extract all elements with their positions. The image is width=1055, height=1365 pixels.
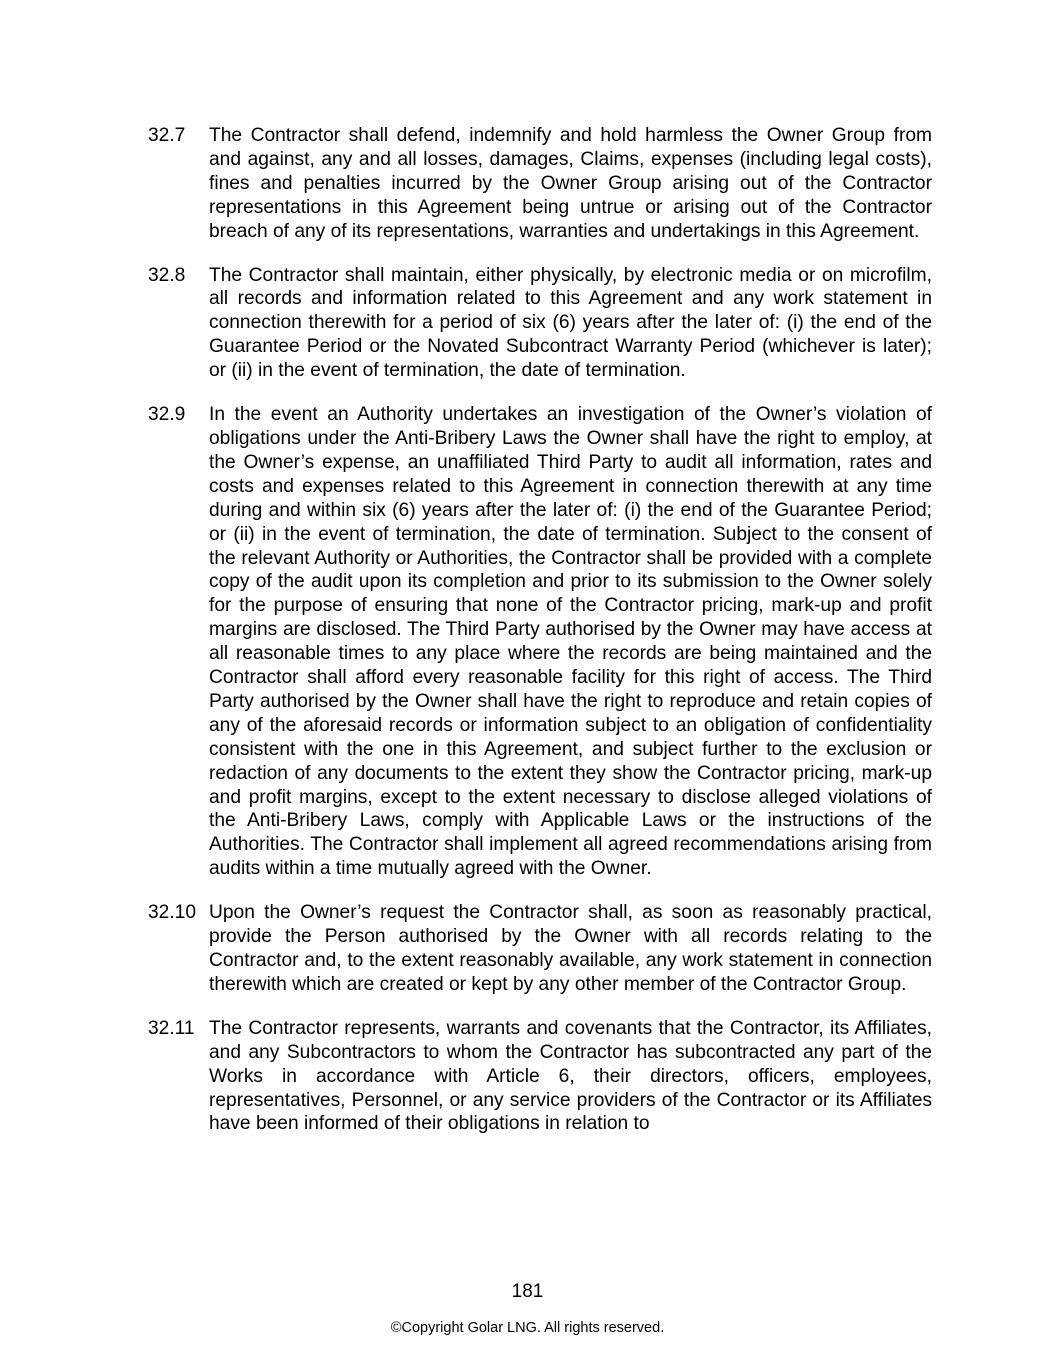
clause-text: The Contractor represents, warrants and covenants that the Contractor, its Affiliates, and any Subcontractors to whom the Contractor has subcontracted any part of the Works in accordance with Article 6, their directors, officers, employees, representatives, Personnel, or any service providers of the Contractor or its Affiliates have been informed of their obligations in relation to xyxy=(209,1017,932,1135)
clause-32-10 xyxy=(148,901,932,997)
clause-number: 32.9 xyxy=(148,404,186,426)
copyright-notice: ©Copyright Golar LNG. All rights reserved. xyxy=(390,1320,665,1336)
page-number: 181 xyxy=(511,1281,544,1302)
clause-text: The Contractor shall maintain, either physically, by electronic media or on microfilm, all records and information related to this Agreement and any work statement in connection therewith for a period of six (6) years after the later of: (i) the end of the Guarantee Period or the Novated Subcontract Warranty Period (whichever is later); or (ii) in the event of termination, the date of termination. xyxy=(209,264,932,382)
clause-text: The Contractor shall defend, indemnify and hold harmless the Owner Group from and against, any and all losses, damages, Claims, expenses (including legal costs), fines and penalties incurred by the Owner Group arising out of the Contractor representations in this Agreement being untrue or arising out of the Contractor breach of any of its representations, warranties and undertakings in this Agreement. xyxy=(209,125,932,242)
clause-text: Upon the Owner’s request the Contractor shall, as soon as reasonably practical, provide the Person authorised by the Owner with all records relating to the Contractor and, to the extent reasonably available, any work statement in connection therewith which are created or kept by any other member of the Contractor Group. xyxy=(209,902,932,995)
clause-32-9 xyxy=(148,403,932,881)
clause-number: 32.7 xyxy=(148,125,186,146)
clause-32-11 xyxy=(148,1017,932,1137)
clause-number: 32.10 xyxy=(148,902,197,924)
clause-number: 32.11 xyxy=(148,1017,195,1039)
clause-32-8 xyxy=(148,264,932,384)
clause-list xyxy=(148,124,932,1156)
clause-text: In the event an Authority undertakes an investigation of the Owner’s violation of obligations under the Anti-Bribery Laws the Owner shall have the right to employ, at the Owner’s expense, an unaffiliated Third Party to audit all information, rates and costs and expenses related to this Agreement in connection therewith at any time during and within six (6) years after the later of: (i) the end of the Guarantee Period; or (ii) in the event of termination, the date of termination. Subject to the consent of the relevant Authority or Authorities, the Contractor shall be provided with a complete copy of the audit upon its completion and prior to its submission to the Owner solely for the purpose of ensuring that none of the Contractor pricing, mark-up and profit margins are disclosed. The Third Party authorised by the Owner may have access at all reasonable times to any place where the records are being maintained and the Contractor shall afford every reasonable facility for this right of access. The Third Party authorised by the Owner shall have the right to reproduce and retain copies of any of the aforesaid records or information subject to an obligation of confidentiality consistent with the one in this Agreement, and subject further to the exclusion or redaction of any documents to the extent they show the Contractor pricing, mark-up and profit margins, except to the extent necessary to disclose alleged violations of the Anti-Bribery Laws, comply with Applicable Laws or the instructions of the Authorities. The Contractor shall implement all agreed recommendations arising from audits within a time mutually agreed with the Owner. xyxy=(209,404,932,880)
clause-number: 32.8 xyxy=(148,264,186,286)
clause-32-7 xyxy=(148,124,932,244)
